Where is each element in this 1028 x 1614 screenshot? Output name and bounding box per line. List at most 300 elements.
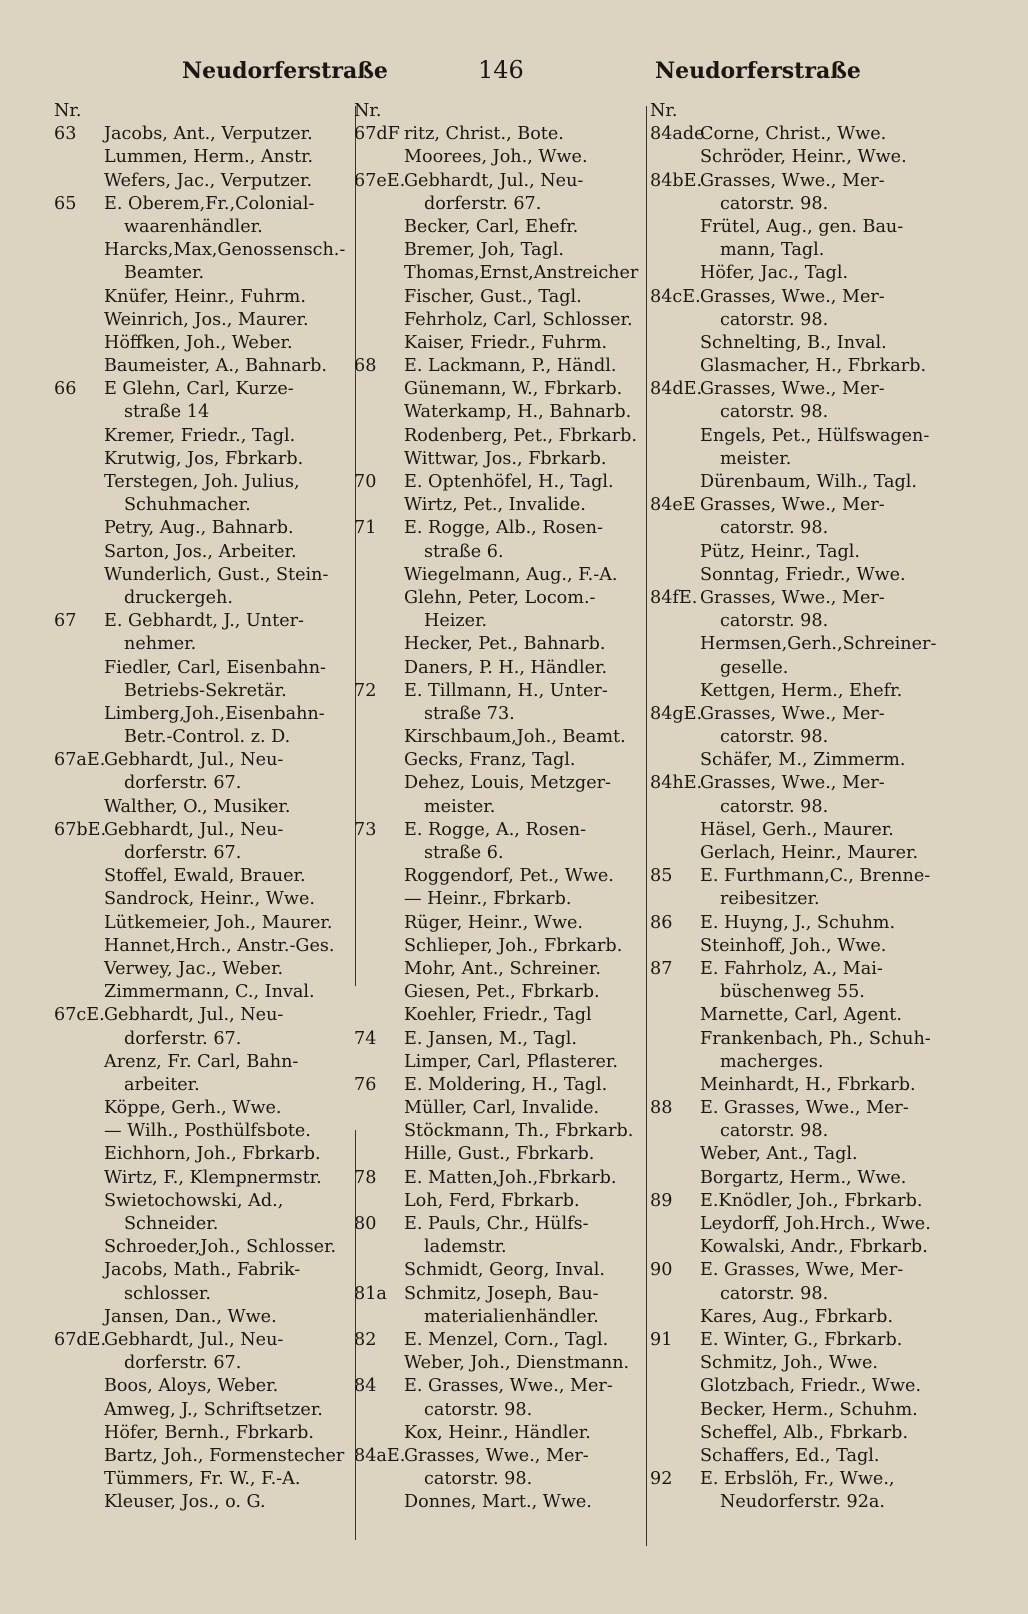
resident-entry: Arenz, Fr. Carl, Bahn- [104,1051,299,1072]
entry-continuation: Betr.-Control. z. D. [124,727,291,748]
directory-line [650,958,970,981]
directory-line [54,193,354,216]
house-number [650,1213,700,1236]
directory-line [650,842,970,865]
house-number [650,726,700,749]
house-number: 67 [54,611,77,632]
directory-line [354,1491,649,1514]
entry-continuation: catorstr. 98. [720,727,829,748]
resident-entry: Wefers, Jac., Verputzer. [104,170,313,191]
house-number [54,309,104,332]
directory-line [354,1167,649,1190]
directory-line [650,912,970,935]
entry-continuation: meister. [720,448,792,469]
resident-entry: Dürenbaum, Wilh., Tagl. [700,472,918,492]
directory-line [650,981,970,1004]
directory-line [354,912,649,935]
resident-entry: E. Matten,Joh.,Fbrkarb. [404,1167,617,1188]
house-number: 67dF [354,124,400,145]
house-number [354,842,404,865]
directory-line [54,494,354,517]
resident-entry: Schmitz, Joseph, Bau- [404,1283,599,1304]
resident-entry: Steinhoff, Joh., Wwe. [700,935,887,956]
resident-entry: Kremer, Friedr., Tagl. [104,425,296,446]
directory-line [354,100,649,123]
house-number [54,958,104,981]
directory-line [54,1399,354,1422]
entry-continuation: reibesitzer. [720,889,820,910]
resident-entry: Gerlach, Heinr., Maurer. [700,843,919,863]
entry-continuation: Heizer. [424,611,488,632]
house-number [650,610,700,633]
resident-entry: Eichhorn, Joh., Fbrkarb. [104,1144,321,1165]
directory-line [650,286,970,309]
resident-entry: Weinrich, Jos., Maurer. [104,309,309,330]
resident-entry: Höfer, Bernh., Fbrkarb. [104,1422,315,1443]
resident-entry: Gebhardt, Jul., Neu- [104,1005,284,1026]
directory-line [354,564,649,587]
resident-entry: E. Rogge, A., Rosen- [404,819,587,840]
resident-entry: Günemann, W., Fbrkarb. [404,379,623,400]
directory-line [650,1120,970,1143]
house-number [54,564,104,587]
house-number [354,1097,404,1120]
directory-line [354,332,649,355]
directory-line [54,123,354,146]
house-number [650,1491,700,1514]
house-number: 72 [354,680,377,701]
house-number [354,726,404,749]
house-number [354,610,404,633]
resident-entry: Kares, Aug., Fbrkarb. [700,1306,894,1327]
house-number [354,633,404,656]
directory-line [54,1445,354,1468]
directory-line [54,1051,354,1074]
directory-line [354,1352,649,1375]
house-number [650,448,700,471]
resident-entry: Swietochowski, Ad., [104,1190,284,1211]
house-number [650,1074,700,1097]
resident-entry: Grasses, Wwe., Mer- [700,495,885,516]
resident-entry: E. Grasses, Wwe, Mer- [700,1260,904,1281]
entry-continuation: Betriebs-Sekretär. [124,680,287,701]
directory-line [54,1352,354,1375]
directory-line [54,819,354,842]
house-number: 70 [354,472,377,492]
directory-line [54,958,354,981]
directory-line [354,170,649,193]
resident-entry: Tümmers, Fr. W., F.-A. [104,1469,301,1490]
resident-entry: Kirschbaum,Joh., Beamt. [404,727,626,748]
directory-line [354,1213,649,1236]
directory-line [54,1375,354,1398]
house-number: 84ade [650,124,705,145]
resident-entry: Knüfer, Heinr., Fuhrm. [104,286,306,307]
resident-entry: Scheffel, Alb., Fbrkarb. [700,1422,909,1443]
entry-continuation: Neudorferstr. 92a. [720,1492,885,1513]
resident-entry: Jansen, Dan., Wwe. [104,1306,277,1327]
resident-entry: Thomas,Ernst,Anstreicher [404,263,639,284]
directory-line [354,1143,649,1166]
entry-continuation: catorstr. 98. [720,193,829,214]
directory-line [354,1259,649,1282]
house-number [54,332,104,355]
house-number [354,935,404,958]
directory-line [650,378,970,401]
directory-line [354,981,649,1004]
resident-entry: E. Gebhardt, J., Unter- [104,611,304,632]
directory-line [54,1097,354,1120]
house-number: 84 [354,1376,377,1397]
house-number [54,425,104,448]
directory-line [650,888,970,911]
directory-line [354,633,649,656]
directory-line [354,286,649,309]
house-number [354,332,404,355]
entry-continuation: Schuhmacher. [124,495,251,516]
house-number: 85 [650,866,673,887]
house-number [650,193,700,216]
directory-line [54,1329,354,1352]
house-number [354,912,404,935]
entry-continuation: straße 6. [424,541,504,562]
directory-line [354,239,649,262]
directory-line [54,1236,354,1259]
house-number [54,1422,104,1445]
house-number: 88 [650,1098,673,1119]
house-number [354,425,404,448]
directory-line [54,146,354,169]
directory-line [650,494,970,517]
house-number [54,1097,104,1120]
directory-line [650,1167,970,1190]
house-number [54,355,104,378]
house-number [650,1352,700,1375]
directory-line [354,796,649,819]
directory-line [650,1028,970,1051]
house-number [650,517,700,540]
resident-entry: Bremer, Joh, Tagl. [404,240,565,261]
directory-line [54,749,354,772]
directory-line [650,1399,970,1422]
house-number [354,958,404,981]
house-number [650,633,700,656]
house-number [354,309,404,332]
house-number [354,541,404,564]
directory-line [54,726,354,749]
directory-line [54,1120,354,1143]
house-number [650,981,700,1004]
house-number [354,1399,404,1422]
directory-line [54,1422,354,1445]
house-number [650,1306,700,1329]
house-number [354,1259,404,1282]
house-number [650,1422,700,1445]
resident-entry: Schröder, Heinr., Wwe. [700,147,907,168]
house-number: Nr. [54,101,82,121]
directory-line [650,123,970,146]
house-number [354,1491,404,1514]
directory-line [54,1074,354,1097]
resident-entry: Lummen, Herm., Anstr. [104,147,314,168]
house-number [650,401,700,424]
directory-line [650,819,970,842]
directory-line [650,471,970,494]
house-number [354,494,404,517]
resident-entry: Glasmacher, H., Fbrkarb. [700,356,927,377]
directory-line [650,448,970,471]
resident-entry: Gebhardt, Jul., Neu- [404,170,584,191]
entry-continuation: catorstr. 98. [424,1399,533,1420]
house-number: 82 [354,1329,377,1350]
house-number: 67aE. [54,750,106,771]
house-number: Nr. [354,101,382,121]
directory-line [354,657,649,680]
house-number [354,1143,404,1166]
resident-entry: Wiegelmann, Aug., F.-A. [404,564,618,585]
entry-continuation: dorferstr. 67. [124,1028,242,1049]
house-number [54,888,104,911]
house-number [54,1375,104,1398]
house-number: 67eE. [354,170,406,191]
directory-line [354,610,649,633]
entry-continuation: geselle. [720,657,789,678]
directory-line [54,262,354,285]
resident-entry: Petry, Aug., Bahnarb. [104,518,294,539]
directory-line [650,1074,970,1097]
house-number: 91 [650,1329,673,1350]
house-number [650,1167,700,1190]
house-number [354,146,404,169]
house-number [54,146,104,169]
resident-entry: E Glehn, Carl, Kurze- [104,379,294,400]
resident-entry: Weber, Ant., Tagl. [700,1144,858,1165]
resident-entry: Fiedler, Carl, Eisenbahn- [104,657,326,678]
house-number [650,146,700,169]
house-number [54,772,104,795]
house-number [54,912,104,935]
house-number [54,587,104,610]
column-1 [54,100,354,1514]
entry-continuation: meister. [424,796,496,817]
directory-line [54,517,354,540]
directory-line [354,1120,649,1143]
resident-entry: Grasses, Wwe., Mer- [700,379,885,400]
house-number [354,1236,404,1259]
entry-continuation: lademstr. [424,1237,507,1258]
resident-entry: Dehez, Louis, Metzger- [404,773,611,794]
resident-entry: E.Knödler, Joh., Fbrkarb. [700,1190,923,1211]
house-number [650,1399,700,1422]
house-number [650,888,700,911]
house-number [354,448,404,471]
resident-entry: Glehn, Peter, Locom.- [404,587,596,608]
house-number [54,680,104,703]
directory-line [354,1375,649,1398]
resident-entry: Corne, Christ., Wwe. [700,124,887,145]
directory-line [650,587,970,610]
resident-entry: Hannet,Hrch., Anstr.-Ges. [104,935,335,956]
resident-entry: — Heinr., Fbrkarb. [404,889,572,910]
entry-continuation: straße 6. [424,843,504,863]
directory-line [54,680,354,703]
directory-line [650,935,970,958]
directory-line [54,541,354,564]
resident-entry: Wirtz, Pet., Invalide. [404,495,586,516]
house-number: 84eE [650,495,696,516]
resident-entry: Frütel, Aug., gen. Bau- [700,216,904,237]
house-number [354,1190,404,1213]
entry-continuation: dorferstr. 67. [124,1353,242,1374]
directory-line [54,888,354,911]
house-number [354,1306,404,1329]
directory-line [354,1306,649,1329]
resident-entry: Grasses, Wwe., Mer- [700,286,885,307]
house-number: 81a [354,1283,387,1304]
directory-line [354,865,649,888]
resident-entry: Verwey, Jac., Weber. [104,958,284,979]
resident-entry: Rüger, Heinr., Wwe. [404,912,584,933]
house-number [54,1236,104,1259]
resident-entry: Schmitz, Joh., Wwe. [700,1353,878,1374]
directory-line [54,448,354,471]
house-number: 76 [354,1074,377,1095]
resident-entry: Moorees, Joh., Wwe. [404,147,588,168]
house-number [54,286,104,309]
resident-entry: E. Grasses, Wwe., Mer- [700,1098,909,1119]
house-number [650,935,700,958]
house-number [54,1445,104,1468]
directory-line [650,772,970,795]
directory-line [354,401,649,424]
resident-entry: Wittwar, Jos., Fbrkarb. [404,448,607,469]
directory-line [54,355,354,378]
resident-entry: Weber, Joh., Dienstmann. [404,1353,630,1374]
resident-entry: Grasses, Wwe., Mer- [700,170,885,191]
directory-line [650,749,970,772]
resident-entry: Gebhardt, Jul., Neu- [104,750,284,771]
house-number: 67bE. [54,819,107,840]
house-number: 66 [54,379,77,400]
directory-line [650,355,970,378]
house-number [650,332,700,355]
directory-line [650,610,970,633]
directory-line [54,170,354,193]
directory-line [650,657,970,680]
directory-line [54,471,354,494]
house-number [54,239,104,262]
directory-line [54,1213,354,1236]
resident-entry: E. Furthmann,C., Brenne- [700,866,931,887]
directory-line [650,146,970,169]
house-number [54,1028,104,1051]
directory-line [54,100,354,123]
directory-line [54,401,354,424]
resident-entry: Hille, Gust., Fbrkarb. [404,1144,595,1165]
house-number [54,1399,104,1422]
resident-entry: Höffken, Joh., Weber. [104,332,293,353]
house-number [650,1051,700,1074]
resident-entry: Frankenbach, Ph., Schuh- [700,1028,931,1049]
directory-line [650,1468,970,1491]
house-number: 63 [54,124,77,145]
directory-line [354,1329,649,1352]
house-number [54,494,104,517]
resident-entry: Zimmermann, C., Inval. [104,982,315,1003]
directory-line [54,865,354,888]
resident-entry: Loh, Ferd, Fbrkarb. [404,1190,580,1211]
resident-entry: E. Lackmann, P., Händl. [404,356,617,377]
house-number: 87 [650,958,673,979]
house-number [354,657,404,680]
directory-line [354,1190,649,1213]
house-number [650,680,700,703]
resident-entry: Sonntag, Friedr., Wwe. [700,564,906,585]
directory-line [650,1329,970,1352]
house-number: 73 [354,819,377,840]
entry-continuation: catorstr. 98. [720,518,829,539]
resident-entry: Grasses, Wwe., Mer- [700,773,885,794]
resident-entry: Kleuser, Jos., o. G. [104,1492,266,1513]
resident-entry: Bartz, Joh., Formenstecher [104,1445,345,1466]
entry-continuation: arbeiter. [124,1074,200,1095]
directory-line [650,564,970,587]
entry-continuation: mann, Tagl. [720,240,825,261]
resident-entry: Grasses, Wwe., Mer- [700,703,885,724]
directory-line [54,796,354,819]
resident-entry: Müller, Carl, Invalide. [404,1098,600,1119]
house-number [54,1468,104,1491]
house-number [354,378,404,401]
entry-continuation: catorstr. 98. [720,796,829,817]
entry-continuation: catorstr. 98. [720,611,829,632]
directory-line [54,610,354,633]
resident-entry: E. Moldering, H., Tagl. [404,1074,608,1095]
resident-entry: Giesen, Pet., Fbrkarb. [404,982,600,1003]
directory-line [650,1051,970,1074]
directory-line [54,633,354,656]
resident-entry: Jacobs, Math., Fabrik- [104,1260,301,1281]
resident-entry: Leydorff, Joh.Hrch., Wwe. [700,1214,931,1234]
house-number [354,1051,404,1074]
directory-line [54,286,354,309]
house-number [650,216,700,239]
directory-line [354,1074,649,1097]
house-number [650,541,700,564]
entry-continuation: druckergeh. [124,587,233,608]
resident-entry: E. Oberem,Fr.,Colonial- [104,193,315,214]
directory-line [650,1236,970,1259]
resident-entry: Terstegen, Joh. Julius, [104,472,300,492]
directory-line [354,888,649,911]
house-number [54,1213,104,1236]
entry-continuation: catorstr. 98. [424,1469,533,1490]
entry-continuation: catorstr. 98. [720,1121,829,1142]
directory-line [650,170,970,193]
house-number [54,1120,104,1143]
directory-line [354,749,649,772]
directory-line [650,309,970,332]
house-number [650,1004,700,1027]
directory-line [650,796,970,819]
entry-continuation: straße 73. [424,703,515,724]
house-number [354,888,404,911]
directory-line [650,193,970,216]
resident-entry: Köppe, Gerh., Wwe. [104,1098,282,1119]
house-number [650,1283,700,1306]
directory-line [650,633,970,656]
house-number [54,865,104,888]
